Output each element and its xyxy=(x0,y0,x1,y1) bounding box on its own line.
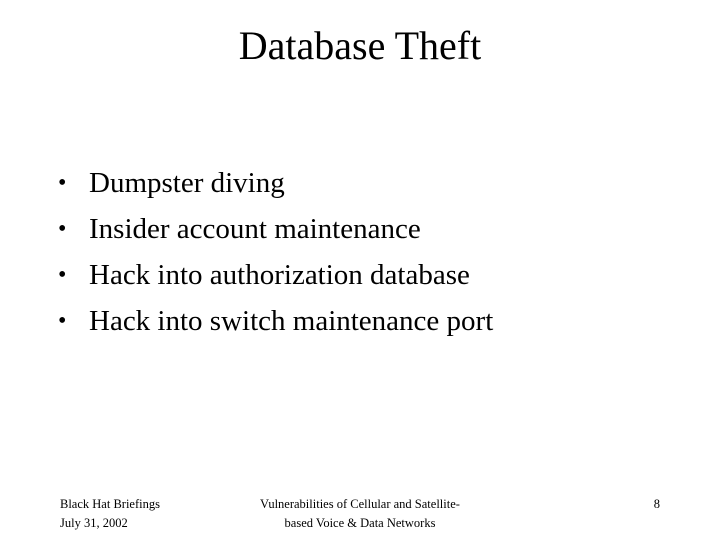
slide-title: Database Theft xyxy=(238,23,482,68)
footer-center xyxy=(230,495,490,533)
page-number: 8 xyxy=(653,497,660,511)
footer-left xyxy=(60,495,160,533)
bullet-text: Hack into authorization database xyxy=(89,259,470,291)
footer-date: July 31, 2002 xyxy=(60,516,128,530)
bullet-icon: • xyxy=(58,262,67,288)
bullet-icon: • xyxy=(58,216,67,242)
bullet-icon: • xyxy=(58,308,67,334)
bullet-text: Insider account maintenance xyxy=(89,213,421,245)
footer-talk-title-line2: based Voice & Data Networks xyxy=(284,516,436,530)
bullet-text: Dumpster diving xyxy=(89,167,285,199)
bullet-text: Hack into switch maintenance port xyxy=(89,305,494,337)
footer-talk-title-line1: Vulnerabilities of Cellular and Satellite- xyxy=(260,497,460,511)
footer-event-name: Black Hat Briefings xyxy=(60,497,160,511)
bullet-icon: • xyxy=(58,170,67,196)
